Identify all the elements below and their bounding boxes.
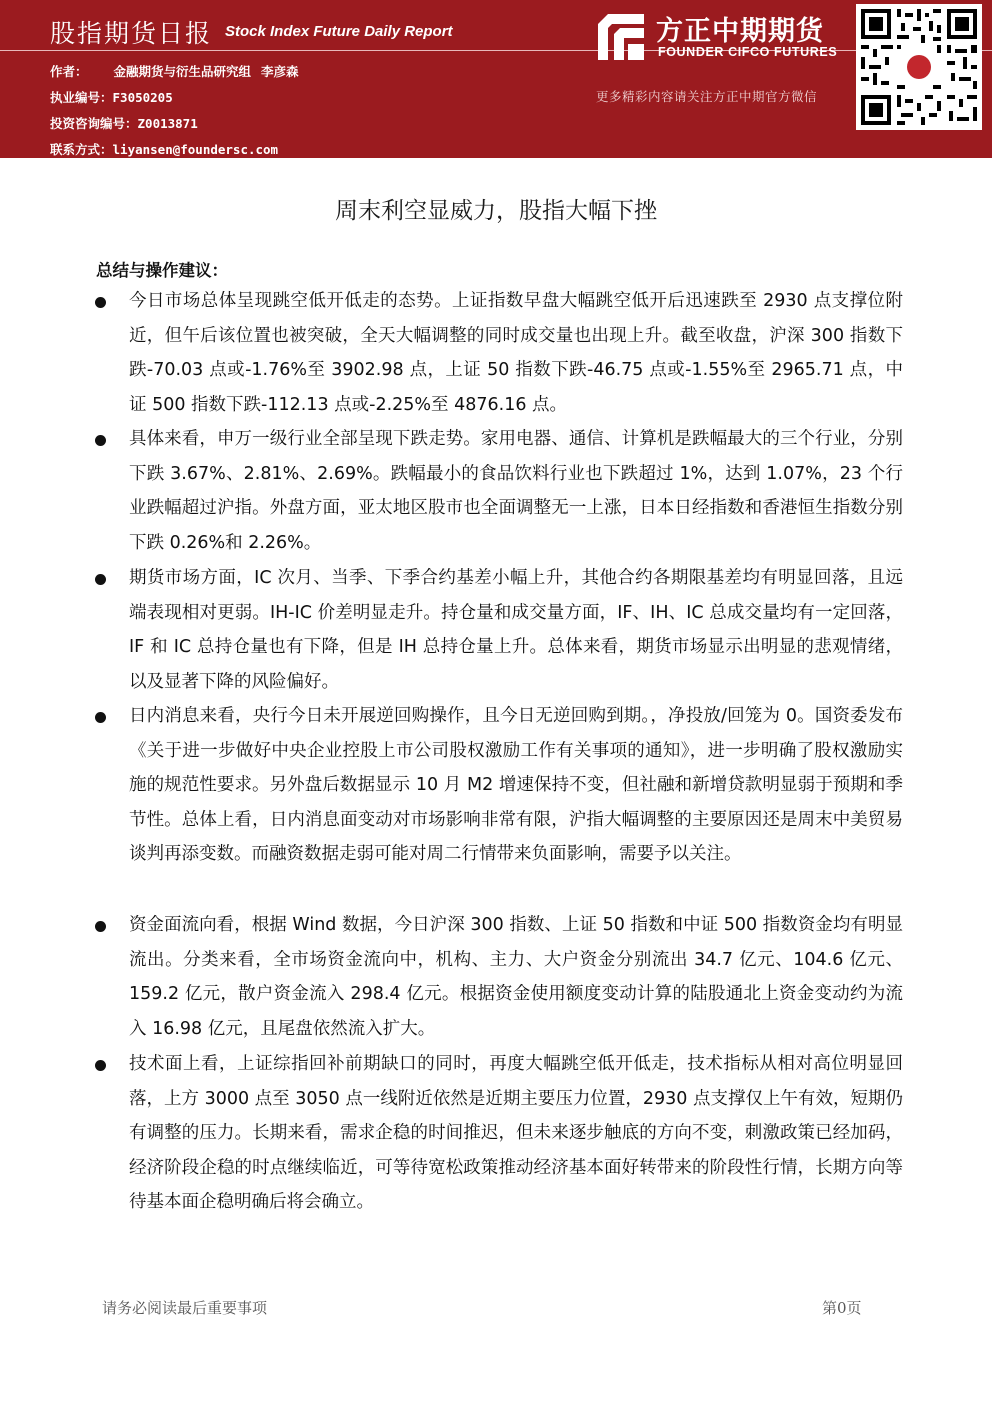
contact-label: 联系方式： [50,142,113,157]
list-item: 日内消息来看，央行今日未开展逆回购操作，且今日无逆回购到期。，净投放/回笼为 0。国资委发布《关于进一步做好中央企业控股上市公司股权激励工作有关事项的通知》，进一步明确了股权激励实施的规范性要求。另外盘后数据显示 10 月 M2 增速保持不变，但社融和新增贷款明显弱于预期和季节性。总体上看，日内消息面变动对市场影响非常有限，沪指大幅调整的主要原因还是周末中美贸易谈判再添变数。而融资数据走弱可能对周二行情带来负面影响，需要予以关注。 [129,706,903,865]
list-item: 具体来看，申万一级行业全部呈现下跌走势。家用电器、通信、计算机是跌幅最大的三个行业，分别下跌 3.67%、2.81%、2.69%。跌幅最小的食品饮料行业也下跌超过 1%，达到 1.07%，23 个行业跌幅超过沪指。外盘方面，亚太地区股市也全面调整无一上涨，日本日经指数和香港恒生指数分别下跌 0.26%和 2.26%。 [129,429,903,553]
section-heading: 总结与操作建议： [96,261,228,280]
company-logo-icon [598,14,644,60]
bullet-icon [95,1060,106,1071]
company-name-cn: 方正中期期货 [656,16,824,47]
bullet-icon [95,435,106,446]
footer-disclaimer: 请务必阅读最后重要事项 [102,1299,268,1317]
report-title-english: Stock Index Future Daily Report [225,23,453,40]
page-number: 第0页 [822,1299,862,1317]
bullet-icon [95,712,106,723]
contact-email: liyansen@foundersc.com [112,142,279,157]
bullet-icon [95,297,106,308]
author-name: 李彦森 [261,64,299,79]
author-org: 金融期货与衍生品研究组 [113,64,252,79]
report-header [0,0,992,158]
consult-label: 投资咨询编号： [50,116,138,131]
list-item: 今日市场总体呈现跳空低开低走的态势。上证指数早盘大幅跳空低开后迅速跌至 2930 点支撑位附近，但午后该位置也被突破，全天大幅调整的同时成交量也出现上升。截至收盘，沪深 300 指数下跌-70.03 点或-1.76%至 3902.98 点，上证 50 指数下跌-46.75 点或-1.55%至 2965.71 点，中证 500 指数下跌-112.13 点或-2.25%至 4876.16 点。 [129,291,903,415]
contact-line [50,140,278,158]
list-item: 资金面流向看，根据 Wind 数据，今日沪深 300 指数、上证 50 指数和中证 500 指数资金均有明显流出。分类来看，全市场资金流向中，机构、主力、大户资金分别流出 34.7 亿元、104.6 亿元、159.2 亿元，散户资金流入 298.4 亿元。根据资金使用额度变动计算的陆股通北上资金变动约为流入 16.98 亿元，且尾盘依然流入扩大。 [129,915,903,1039]
wechat-qr-code-icon [856,4,982,130]
header-divider [0,50,992,51]
follow-wechat-text: 更多精彩内容请关注方正中期官方微信 [596,89,818,104]
document-title: 周末利空显威力，股指大幅下挫 [335,198,657,224]
bullet-icon [95,921,106,932]
consult-line [50,114,198,132]
license-line [50,88,173,106]
author-label: 作者： [50,64,88,79]
report-title: 股指期货日报 [50,19,213,48]
bullet-icon [95,574,106,585]
list-item: 期货市场方面，IC 次月、当季、下季合约基差小幅上升，其他合约各期限基差均有明显回落，且远端表现相对更弱。IH-IC 价差明显走升。持仓量和成交量方面，IF、IH、IC 总成交量均有一定回落，IF 和 IC 总持仓量也有下降，但是 IH 总持仓量上升。总体来看，期货市场显示出明显的悲观情绪，以及显著下降的风险偏好。 [129,568,903,692]
company-name-en: FOUNDER CIFCO FUTURES [658,45,838,59]
list-item: 技术面上看，上证综指回补前期缺口的同时，再度大幅跳空低开低走，技术指标从相对高位明显回落，上方 3000 点至 3050 点一线附近依然是近期主要压力位置，2930 点支撑仅上午有效，短期仍有调整的压力。长期来看，需求企稳的时间推迟，但未来逐步触底的方向不变，刺激政策已经加码，经济阶段企稳的时点继续临近，可等待宽松政策推动经济基本面好转带来的阶段性行情，长期方向等待基本面企稳明确后将会确立。 [129,1054,903,1213]
author-line [50,62,299,80]
license-label: 执业编号： [50,90,113,105]
consult-value: Z0013871 [137,116,198,131]
license-value: F3050205 [112,90,173,105]
